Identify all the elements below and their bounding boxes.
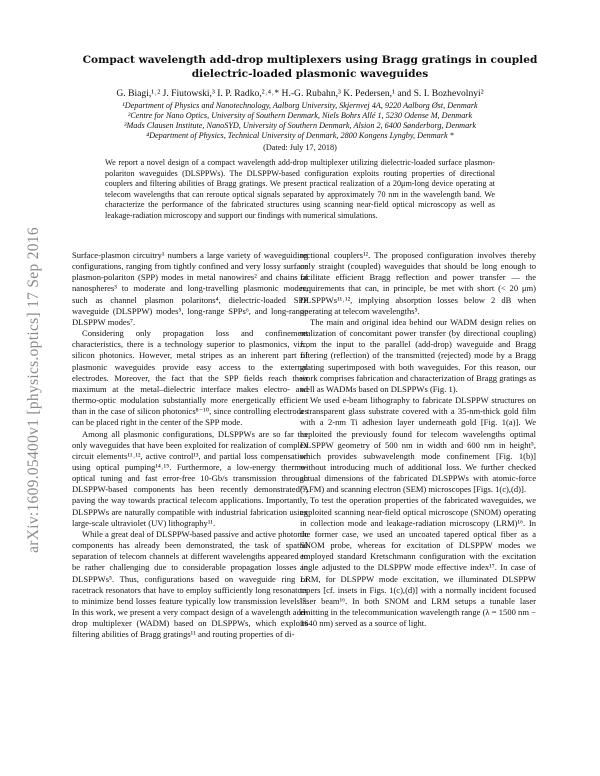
affiliation-4: ⁴Department of Physics, Technical University of Denmark, 2800 Kongens Lyngby, Denmark * <box>146 131 454 140</box>
paragraph: rectional couplers¹². The proposed configuration involves thereby only straight (coupled) waveguides that should be long enough to facilitate efficient Bragg reflection and power transfer — the requirements that can, in principle, be met with short (< 20 μm) DLSPPWs¹¹˒¹², implying absorption losses below 2 dB when operating at telecom wavelengths⁵. <box>300 250 536 316</box>
title-line-1: Compact wavelength add-drop multiplexers using Bragg gratings in coupled <box>82 54 538 66</box>
abstract: We report a novel design of a compact wavelength add-drop multiplexer utilizing dielectric-loaded surface plasmon-polariton waveguides (DLSPPWs). The DLSPPW-based configuration exploits routing properties of directional couplers and filtering abilities of Bragg gratings. We present practical realization of a 20μm-long device operating at telecom wavelengths that can reroute optical signals separated by approximately 70 nm in the wavelength band. We characterize the performance of the fabricated structures using scanning near-field optical microscopy as well as leakage-radiation microscopy and support our findings with numerical simulations. <box>105 158 495 220</box>
title-line-2: dielectric-loaded plasmonic waveguides <box>191 68 429 80</box>
right-column <box>300 250 536 629</box>
date-line: (Dated: July 17, 2018) <box>263 143 337 152</box>
paragraph: Surface-plasmon circuitry¹ numbers a large variety of waveguiding configurations, ranging from tightly confined and very lossy surface plasmon-polariton (SPP) modes in metal nanowires² and chains of nanospheres³ to moderate and long-travelling plasmonic modes, such as channel plasmon polaritons⁴, dielectric-loaded SPP waveguide (DLSPPW) modes⁵, long-range SPPs⁶, and long-range DLSPPW modes⁷. <box>72 250 308 327</box>
arxiv-id-text: arXiv:1609.05400v1 [physics.optics] 17 Sep 2016 <box>25 227 42 553</box>
affiliations <box>60 101 540 141</box>
affiliation-2: ²Centre for Nano Optics, University of Southern Denmark, Niels Bohrs Allé 1, 5230 Odense M, Denmark <box>127 111 473 120</box>
left-column <box>72 250 308 640</box>
author-list: G. Biagi,¹˒² J. Fiutowski,³ I. P. Radko,²˒⁴˒* H.-G. Rubahn,³ K. Pedersen,¹ and S. I. Bozhevolnyi² <box>116 88 484 99</box>
paragraph: While a great deal of DLSPPW-based passive and active photonic components has already been demonstrated, the task of spatial separation of telecom channels at different wavelengths appeared to be rather challenging due to considerable propagation losses in DLSPPWs⁵. Thus, configurations based on waveguide ring or racetrack resonators that have to employ sufficiently long resonators to minimize bend losses feature typically low transmission levels¹⁰. In this work, we present a very compact design of a wavelength add-drop multiplexer (WADM) based on DLSPPWs, which exploits filtering abilities of Bragg gratings¹¹ and routing properties of di- <box>72 528 308 640</box>
affiliation-3: ³Mads Clausen Institute, NanoSYD, University of Southern Denmark, Alsion 2, 6400 Sønderborg, Denmark <box>124 121 476 130</box>
paragraph: Considering only propagation loss and confinement characteristics, there is a technology superior to plasmonics, viz., silicon photonics. However, metal stripes as an inherent part of plasmonic waveguides provide easy access to the external electrodes. Moreover, the fact that the SPP fields reach their maximum at the metal–dielectric interface makes electro- and thermo-optic modulation substantially more energetically efficient than in the case of silicon photonics⁸⁻¹⁰, since controlling electrodes can be placed right in the center of the SPP mode. <box>72 328 308 428</box>
arxiv-identifier <box>20 190 48 590</box>
paragraph: To test the operation properties of the fabricated waveguides, we exploited scanning near-field optical microscope (SNOM) operating in collection mode and leakage-radiation microscopy (LRM)¹⁶. In the former case, we used an uncoated tapered optical fiber as a SNOM probe, whereas for excitation of DLSPPW modes we employed standard Kretschmann configuration with the excitation angle adjusted to the DLSPPW mode effective index¹⁷. In case of LRM, for DLSPPW mode excitation, we illuminated DLSPPW tapers [cf. insets in Figs. 1(c),(d)] with a normally incident focused laser beam¹⁶. In both SNOM and LRM setups a tunable laser emitting in the telecommunication wavelength range (λ = 1500 nm − 1640 nm) served as a source of light. <box>300 495 536 629</box>
paragraph: The main and original idea behind our WADM design relies on realization of concomitant power transfer (by directional coupling) from the input to the parallel (add-drop) waveguide and Bragg filtering (reflection) of the transmitted (rejected) mode by a Bragg grating superimposed with both waveguides. For this reason, our work comprises fabrication and characterization of Bragg gratings as well as WADMs based on DLSPPWs (Fig. 1). <box>300 316 536 394</box>
paragraph: Among all plasmonic configurations, DLSPPWs are so far the only waveguides that have been exploited for realization of complex circuit elements¹¹˒¹², active control¹³, and partial loss compensation using optical pumping¹⁴˒¹⁵. Furthermore, a low-energy thermo-optical tuning and fast error-free 10-Gb/s transmission through DLSPPW-based components has been recently demonstrated¹⁰, paving the way towards practical telecom applications. Importantly, DLSPPWs are naturally compatible with industrial fabrication using large-scale ultraviolet (UV) lithography¹¹. <box>72 428 308 528</box>
affiliation-1: ¹Department of Physics and Nanotechnology, Aalborg University, Skjernvej 4A, 9220 Aalborg Øst, Denmark <box>122 101 478 110</box>
paper-title <box>80 53 540 81</box>
paragraph: We used e-beam lithography to fabricate DLSPPW structures on a transparent glass substrate covered with a 35-nm-thick gold film with a 2-nm Ti adhesion layer underneath gold [Fig. 1(a)]. We exploited the previously found for telecom wavelengths optimal DLSPPW geometry of 500 nm in width and 600 nm in height⁵, which provides subwavelength mode confinement [Fig. 1(b)] without introducing much of additional loss. We further checked actual dimensions of the fabricated DLSPPWs with atomic-force (AFM) and scanning electron (SEM) microscopes [Figs. 1(c),(d)]. <box>300 395 536 495</box>
